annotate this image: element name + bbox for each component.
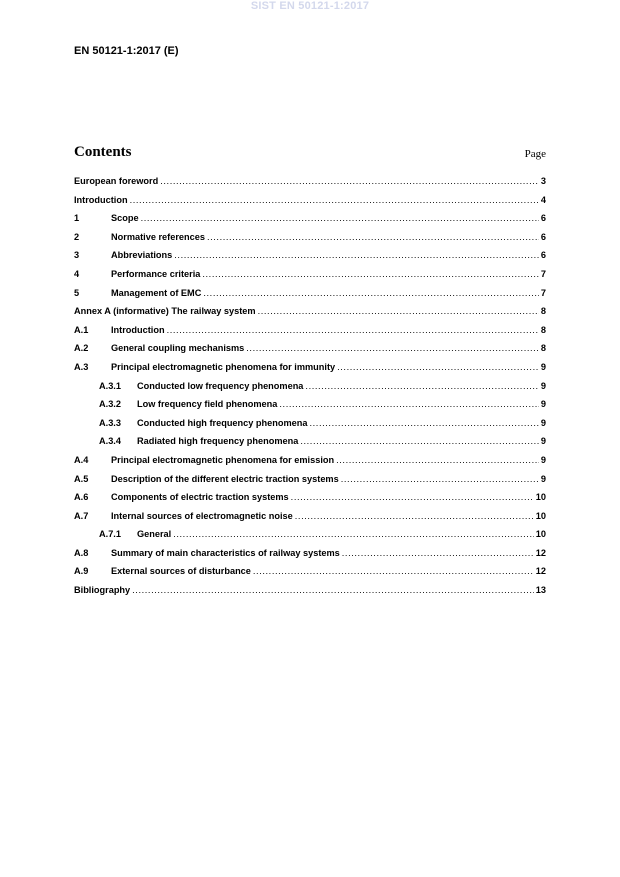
toc-entry-page: 9 bbox=[540, 473, 546, 484]
toc-dot-leader bbox=[342, 548, 534, 558]
toc-entry[interactable] bbox=[74, 213, 546, 232]
toc-entry[interactable] bbox=[74, 585, 546, 604]
toc-entry-title: Scope bbox=[111, 213, 139, 224]
page-column-label: Page bbox=[524, 148, 546, 160]
toc-entry-title: Radiated high frequency phenomena bbox=[137, 436, 299, 447]
toc-entry[interactable] bbox=[74, 176, 546, 195]
toc-entry-title: Principal electromagnetic phenomena for emission bbox=[111, 454, 335, 465]
toc-entry-number: 3 bbox=[74, 250, 80, 261]
toc-entry-title: Summary of main characteristics of railway systems bbox=[111, 547, 340, 558]
toc-entry[interactable] bbox=[74, 418, 546, 437]
toc-entry[interactable] bbox=[74, 250, 546, 269]
toc-entry-title: General bbox=[137, 529, 172, 540]
toc-entry-title: Performance criteria bbox=[111, 268, 201, 279]
toc-entry-page: 6 bbox=[540, 213, 546, 224]
toc-entry-title: Annex A (informative) The railway system bbox=[74, 306, 256, 317]
toc-entry[interactable] bbox=[74, 232, 546, 251]
toc-entry-page: 6 bbox=[540, 231, 546, 242]
toc-entry-number: A.2 bbox=[74, 343, 89, 354]
toc-dot-leader bbox=[173, 529, 534, 539]
toc-entry-page: 10 bbox=[535, 510, 546, 521]
toc-entry-page: 10 bbox=[535, 529, 546, 540]
toc-entry[interactable] bbox=[74, 529, 546, 548]
toc-entry-page: 7 bbox=[540, 268, 546, 279]
toc-entry-page: 13 bbox=[535, 585, 546, 596]
document-id: EN 50121-1:2017 (E) bbox=[74, 45, 179, 57]
toc-entry-page: 4 bbox=[540, 194, 546, 205]
toc-dot-leader bbox=[291, 492, 534, 502]
toc-entry-page: 9 bbox=[540, 399, 546, 410]
toc-dot-leader bbox=[253, 566, 534, 576]
toc-entry-number: 4 bbox=[74, 268, 80, 279]
toc-entry-title: European foreword bbox=[74, 176, 159, 186]
toc-dot-leader bbox=[174, 250, 539, 260]
toc-entry-number: A.3.1 bbox=[99, 380, 121, 391]
toc-entry-title: Management of EMC bbox=[111, 287, 202, 298]
toc-entry-title: General coupling mechanisms bbox=[111, 343, 245, 354]
toc-dot-leader bbox=[203, 288, 539, 298]
toc-entry-number: A.3 bbox=[74, 361, 89, 372]
toc-entry-page: 6 bbox=[540, 250, 546, 261]
toc-entry-title: Introduction bbox=[74, 194, 128, 205]
toc-entry-number: A.9 bbox=[74, 566, 89, 577]
toc-entry-title: Conducted low frequency phenomena bbox=[137, 380, 304, 391]
toc-entry-title: Abbreviations bbox=[111, 250, 173, 261]
toc-entry[interactable] bbox=[74, 492, 546, 511]
toc-entry-page: 9 bbox=[540, 454, 546, 465]
toc-entry-title: Components of electric traction systems bbox=[111, 492, 289, 503]
toc-entry-title: Principal electromagnetic phenomena for immunity bbox=[111, 361, 336, 372]
toc-entry-page: 8 bbox=[540, 343, 546, 354]
toc-entry[interactable] bbox=[74, 436, 546, 455]
watermark: SIST EN 50121-1:2017 bbox=[250, 0, 370, 12]
contents-header bbox=[74, 144, 546, 164]
toc-entry-page: 8 bbox=[540, 306, 546, 317]
toc-entry-page: 9 bbox=[540, 361, 546, 372]
toc-dot-leader bbox=[130, 195, 539, 205]
toc-entry-page: 9 bbox=[540, 436, 546, 447]
toc-entry-title: Introduction bbox=[111, 324, 165, 335]
toc-entry-number: 5 bbox=[74, 287, 80, 298]
toc-entry-number: A.1 bbox=[74, 324, 89, 335]
toc-dot-leader bbox=[132, 585, 534, 595]
toc-dot-leader bbox=[279, 399, 538, 409]
toc-entry-number: A.7.1 bbox=[99, 529, 121, 540]
toc-entry-number: A.6 bbox=[74, 492, 89, 503]
toc-entry-page: 9 bbox=[540, 417, 546, 428]
toc-entry-number: A.3.4 bbox=[99, 436, 121, 447]
toc-dot-leader bbox=[300, 436, 539, 446]
toc-dot-leader bbox=[305, 381, 538, 391]
contents-title: Contents bbox=[74, 144, 132, 160]
toc-entry-title: Normative references bbox=[111, 231, 205, 242]
toc-entry[interactable] bbox=[74, 325, 546, 344]
toc-entry-page: 7 bbox=[540, 287, 546, 298]
toc-entry[interactable] bbox=[74, 566, 546, 585]
toc-entry-title: Bibliography bbox=[74, 585, 131, 596]
toc-entry[interactable] bbox=[74, 288, 546, 307]
toc-dot-leader bbox=[336, 455, 539, 465]
table-of-contents bbox=[74, 176, 546, 604]
toc-entry[interactable] bbox=[74, 306, 546, 325]
toc-entry-number: A.8 bbox=[74, 547, 89, 558]
toc-dot-leader bbox=[341, 474, 539, 484]
toc-entry[interactable] bbox=[74, 511, 546, 530]
toc-entry-number: A.4 bbox=[74, 454, 89, 465]
toc-entry-page: 9 bbox=[540, 380, 546, 391]
toc-entry[interactable] bbox=[74, 474, 546, 493]
toc-entry-title: External sources of disturbance bbox=[111, 566, 251, 577]
toc-dot-leader bbox=[167, 325, 539, 335]
toc-entry-title: Description of the different electric traction systems bbox=[111, 473, 339, 484]
toc-entry-title: Internal sources of electromagnetic noise bbox=[111, 510, 293, 521]
toc-entry-title: Low frequency field phenomena bbox=[137, 399, 278, 410]
toc-entry[interactable] bbox=[74, 343, 546, 362]
toc-entry-page: 12 bbox=[535, 547, 546, 558]
toc-dot-leader bbox=[258, 306, 539, 316]
toc-entry[interactable] bbox=[74, 548, 546, 567]
toc-dot-leader bbox=[337, 362, 539, 372]
toc-entry[interactable] bbox=[74, 269, 546, 288]
toc-entry-page: 3 bbox=[540, 176, 546, 186]
toc-entry[interactable] bbox=[74, 455, 546, 474]
toc-entry[interactable] bbox=[74, 399, 546, 418]
toc-entry-number: A.7 bbox=[74, 510, 89, 521]
toc-entry-number: 1 bbox=[74, 213, 80, 224]
toc-entry[interactable] bbox=[74, 195, 546, 214]
toc-dot-leader bbox=[295, 511, 534, 521]
toc-dot-leader bbox=[141, 213, 539, 223]
toc-dot-leader bbox=[310, 418, 539, 428]
toc-entry-page: 10 bbox=[535, 492, 546, 503]
toc-entry-number: A.3.2 bbox=[99, 399, 121, 410]
toc-dot-leader bbox=[246, 343, 539, 353]
toc-entry-number: A.5 bbox=[74, 473, 89, 484]
toc-entry-number: 2 bbox=[74, 231, 80, 242]
toc-entry-title: Conducted high frequency phenomena bbox=[137, 417, 308, 428]
toc-dot-leader bbox=[207, 232, 539, 242]
toc-entry-page: 12 bbox=[535, 566, 546, 577]
toc-dot-leader bbox=[160, 176, 539, 186]
toc-entry-number: A.3.3 bbox=[99, 417, 121, 428]
toc-entry[interactable] bbox=[74, 381, 546, 400]
toc-entry-page: 8 bbox=[540, 324, 546, 335]
toc-dot-leader bbox=[202, 269, 539, 279]
toc-entry[interactable] bbox=[74, 362, 546, 381]
